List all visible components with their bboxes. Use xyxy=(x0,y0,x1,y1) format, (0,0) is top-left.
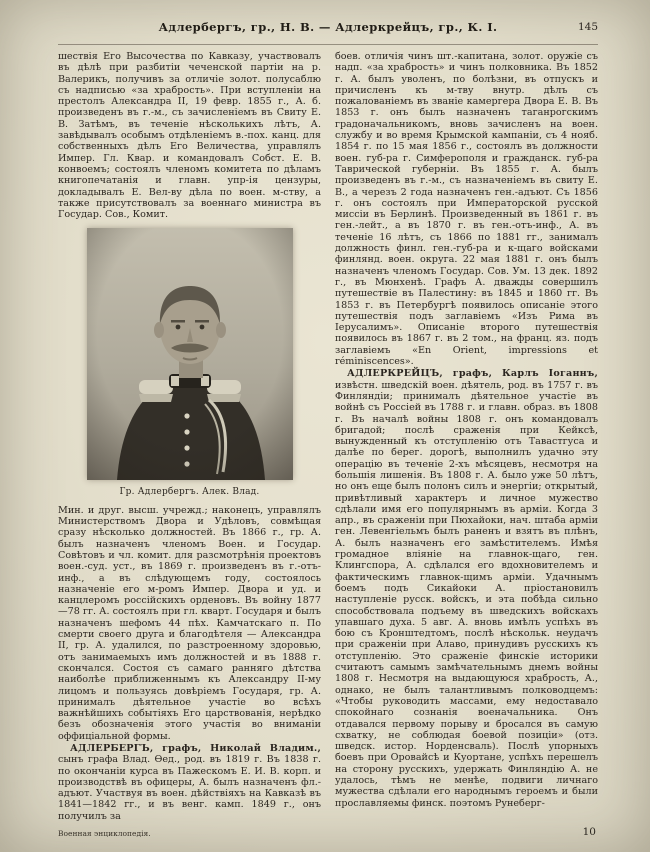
portrait-photo xyxy=(87,228,293,480)
article-adlerkreutz-text: извѣстн. шведскій воен. дѣятель, род. въ 1757 г. въ Финляндіи; принималъ дѣятельное участіе въ войнѣ съ Россіей въ 1788 г. и главн. образ. въ 1808 г. Въ началѣ войны 1808 г. онъ командовалъ бригадой; послѣ сраженія при Кейксѣ, вынужденный къ отступленію отъ Тавастгуса и далѣе по берег. дорогѣ, выполнилъ удачно эту операцію въ теченіе 2-хъ мѣсяцевъ, несмотря на большія лишенія. Въ 1808 г. А. было уже 50 лѣтъ, но онъ еще былъ полонъ силъ и энергіи; открытый, привѣтливый характеръ и личное мужество сдѣлали имя его популярнымъ въ арміи. Когда 3 апр., въ сраженіи при Пюхайоки, нач. штаба арміи ген. Левенгіельмъ былъ раненъ и взятъ въ плѣнъ, А. былъ назначенъ его замѣстителемъ. Имѣя громадное вліяніе на главнок-щаго, ген. Клингспора, А. сдѣлался его вдохновителемъ и фактическимъ главнок-щимъ арміи. Удачнымъ боемъ подъ Сикайоки А. пріостановилъ наступленіе русск. войскъ, и эта побѣда сильно способствовала подъему въ шведскихъ войскахъ упавшаго духа. 5 авг. А. вновь имѣлъ успѣхъ въ бою съ Кронштедтомъ, послѣ нѣскольк. неудачъ при сраженіи при Алаво, принудивъ русскихъ къ отступленію. Это сраженіе финскіе историки считаютъ самымъ замѣчательнымъ днемъ войны 1808 г. Несмотря на выдающуюся храбрость, А., однако, не былъ талантливымъ полководцемъ: «Чтобы руководить массами, ему недоставало спокойнаго сознанія военачальника. Онъ отдавался первому порыву и бросался въ самую схватку, не соблюдая боевой позиціи» (отз. шведск. истор. Норденсваль). Послѣ упорныхъ боевъ при Оровайсѣ и Куортане, успѣхъ перешелъ на сторону русскихъ, удержать Финляндію А. не удалось, тѣмъ не менѣе, подвиги личнаго мужества сдѣлали его народнымъ героемъ и были прославляемы финск. поэтомъ Рунеберг- xyxy=(335,379,598,809)
article-heading-adlerkreutz: АДЛЕРКРЕЙЦЪ, графъ, Карлъ Іоганнъ, xyxy=(347,368,598,380)
page-footer xyxy=(58,824,598,838)
paragraph-biography: Мин. и друг. высш. учрежд.; наконецъ, управлялъ Министерствомъ Двора и Удѣловъ, совмѣщая сразу нѣсколько должностей. Въ 1866 г., гр. А. былъ назначенъ членомъ Воен. и Государ. Совѣтовъ и чл. комит. для разсмотрѣнія проектовъ воен.-суд. уст., въ 1869 г. произведенъ въ г.-отъ-инф., а въ слѣдующемъ году, состоялось назначеніе его м-ромъ Импер. Двора и уд. и канцлеромъ россійскихъ орденовъ. Въ войну 1877—78 гг. А. состоялъ при гл. кварт. Государя и былъ назначенъ шефомъ 44 пѣх. Камчатскаго п. По смерти своего друга и благодѣтеля — Александра II, гр. А. удалился, по разстроенному здоровью, отъ занимаемыхъ имъ должностей и въ 1888 г. скончался. Состоя съ самаго ранняго дѣтства наиболѣе приближеннымъ къ Александру II-му лицомъ и пользуясь довѣріемъ Государя, гр. А. принималъ дѣятельное участіе во всѣхъ важнѣйшихъ событіяхъ Его царствованія, нерѣдко безъ обозначенія этого участія во вниманіи оффиціальной формы. xyxy=(58,504,321,742)
header-rule xyxy=(58,44,598,45)
paragraph-continuation: шествія Его Высочества по Кавказу, участвовалъ въ дѣлѣ при разбитіи чеченской партіи на р. Валерикъ, получивъ за отличіе золот. полусаблю съ надписью «за храбрость». При вступленіи на престолъ Александра II, 19 февр. 1855 г., А. б. произведенъ въ г.-м., съ зачисленіемъ въ Свиту Е. В. Затѣмъ, въ теченіе нѣсколькихъ лѣтъ, А. завѣдывалъ особымъ отдѣленіемъ в.-пох. канц. для собственныхъ дѣлъ Его Величества, управлялъ Импер. Гл. Квар. и командовалъ Собст. Е. В. конвоемъ; состоялъ членомъ комитета по дѣламъ книгопечатанія и главн. упр-ія цензуры, докладывалъ Е. Вел-ву дѣла по воен. м-ству, а также присутствовалъ за военнаго министра въ Государ. Сов., Комит. xyxy=(58,51,321,221)
left-column xyxy=(58,51,321,822)
paragraph-continuation-right: боев. отличія чинъ шт.-капитана, золот. оружіе съ надп. «за храбрость» и чинъ полковника. Въ 1852 г. А. былъ уволенъ, по болѣзни, въ отпускъ и причисленъ къ м-тву внутр. дѣлъ съ пожалованіемъ въ званіе камергера Двора Е. В. Въ 1853 г. онъ былъ назначенъ таганрогскимъ градоначальникомъ, вновь зачисленъ на воен. службу и во время Крымской кампаніи, съ 4 нояб. 1854 г. по 15 мая 1856 г., состоялъ въ должности воен. губ-ра г. Симферополя и гражданск. губ-ра Таврической губерніи. Въ 1855 г. А. былъ произведенъ въ г.-м., съ назначеніемъ въ свиту Е. В., а черезъ 2 года назначенъ ген.-адъют. Съ 1856 г. онъ состоялъ при Императорской русской миссіи въ Берлинѣ. Произведенный въ 1861 г. въ ген.-лейт., а въ 1870 г. въ ген.-отъ-инф., А. въ теченіе 16 лѣтъ, съ 1866 по 1881 гг., занималъ должность финл. ген.-губ-ра и к-щаго войсками финлянд. воен. округа. 22 мая 1881 г. онъ былъ назначенъ членомъ Государ. Сов. Ум. 13 дек. 1892 г., въ Мюнхенѣ. Графъ А. дважды совершилъ путешествіе въ Палестину: въ 1845 и 1860 гг. Въ 1853 г. въ Петербургѣ появилось описаніе этого путешествія подъ заглавіемъ «Изъ Рима въ Іерусалимъ». Описаніе второго путешествія появилось въ 1867 г. въ 2 том., на франц. яз. подъ заглавіемъ «En Orient, impressions et réminiscences». xyxy=(335,51,598,368)
article-adlerberg-nikolai-text: сынъ графа Влад. Ѳед., род. въ 1819 г. Въ 1838 г. по окончаніи курса въ Пажескомъ Е. И. В. корп. и производствѣ въ офицеры, А. былъ назначенъ фл.-адъют. Участвуя въ воен. дѣйствіяхъ на Кавказѣ въ 1841—1842 гг., и въ венг. камп. 1849 г., онъ получилъ за xyxy=(58,754,321,822)
article-adlerberg-nikolai xyxy=(58,743,321,822)
portrait-figure xyxy=(87,228,293,498)
footer-page-indicator: 10 xyxy=(582,826,596,838)
right-column xyxy=(335,51,598,822)
page-header xyxy=(58,20,598,40)
portrait-caption: Гр. Адлербергъ. Алек. Влад. xyxy=(119,487,260,498)
page-title: Адлербергъ, гр., Н. В. — Адлеркрейцъ, гр., К. I. xyxy=(158,20,498,34)
footer-imprint: Военная энциклопедія. xyxy=(58,829,151,838)
article-heading-adlerberg-nikolai: АДЛЕРБЕРГЪ, графъ, Николай Владим., xyxy=(70,742,321,754)
text-columns xyxy=(58,51,598,822)
page-number: 145 xyxy=(577,21,598,33)
article-adlerkreutz xyxy=(335,368,598,809)
